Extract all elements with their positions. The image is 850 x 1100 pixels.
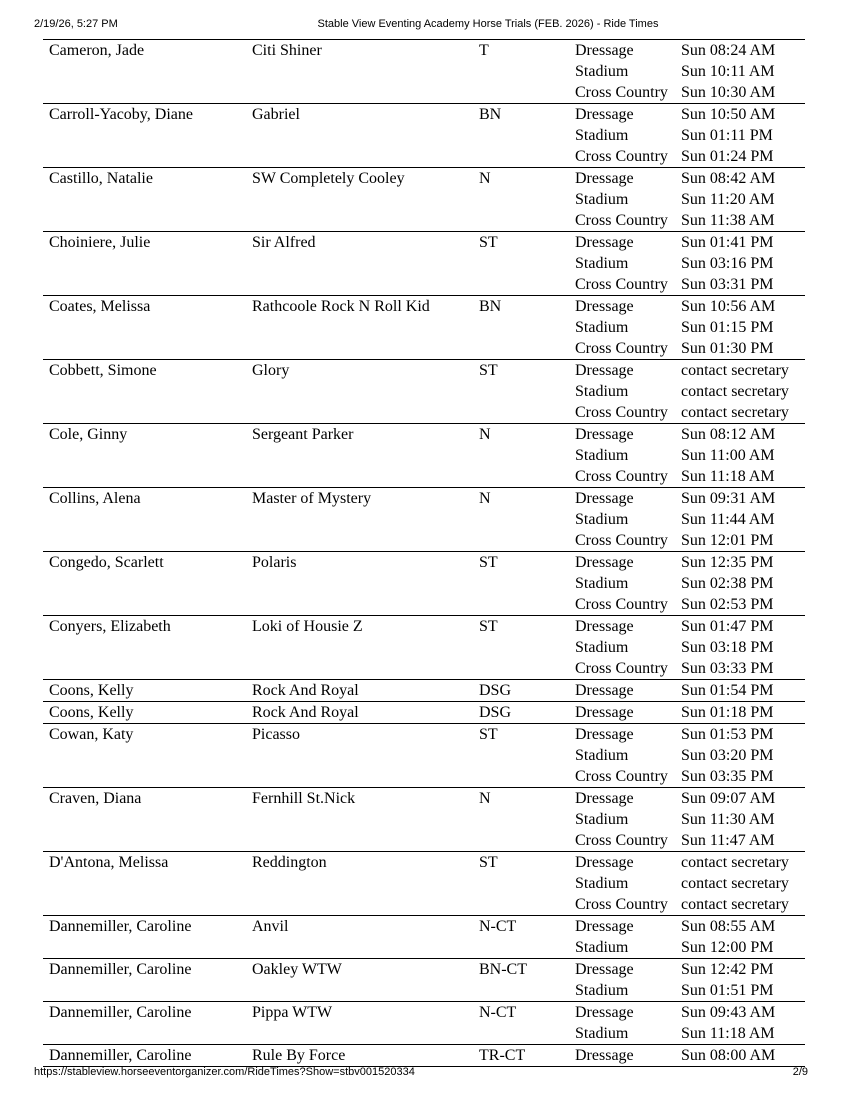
phase-name: Stadium xyxy=(575,747,629,764)
division: N xyxy=(479,490,491,507)
phase-line xyxy=(43,381,805,402)
division: BN xyxy=(479,106,502,123)
horse-name: Master of Mystery xyxy=(252,490,372,507)
phase-name: Dressage xyxy=(575,490,634,507)
phase-name: Dressage xyxy=(575,704,634,721)
phase-line xyxy=(43,146,805,167)
rider-name: D'Antona, Melissa xyxy=(49,854,169,871)
phase-name: Cross Country xyxy=(575,768,668,785)
horse-name: Rock And Royal xyxy=(252,682,359,699)
ride-time: Sun 01:51 PM xyxy=(681,982,774,999)
ride-time: Sun 08:24 AM xyxy=(681,42,776,59)
ride-time: Sun 08:12 AM xyxy=(681,426,776,443)
ride-time: Sun 03:20 PM xyxy=(681,747,774,764)
horse-name: Reddington xyxy=(252,854,327,871)
division: N-CT xyxy=(479,1004,517,1021)
rider-name: Castillo, Natalie xyxy=(49,170,153,187)
phase-name: Stadium xyxy=(575,939,629,956)
ride-time: Sun 09:31 AM xyxy=(681,490,776,507)
horse-name: Glory xyxy=(252,362,290,379)
horse-name: Citi Shiner xyxy=(252,42,322,59)
page-number: 2/9 xyxy=(792,1066,808,1078)
phase-line xyxy=(43,360,805,381)
ride-entry xyxy=(43,959,805,1002)
horse-name: Rock And Royal xyxy=(252,704,359,721)
ride-time: contact secretary xyxy=(681,854,789,871)
ride-time: Sun 01:53 PM xyxy=(681,726,774,743)
horse-name: Sir Alfred xyxy=(252,234,316,251)
phase-name: Cross Country xyxy=(575,468,668,485)
phase-name: Dressage xyxy=(575,618,634,635)
rider-name: Collins, Alena xyxy=(49,490,141,507)
phase-name: Stadium xyxy=(575,191,629,208)
phase-line xyxy=(43,530,805,551)
ride-time: Sun 09:07 AM xyxy=(681,790,776,807)
phase-line xyxy=(43,873,805,894)
page-url: https://stableview.horseeventorganizer.com/RideTimes?Show=stbv001520334 xyxy=(34,1066,415,1078)
rider-name: Choiniere, Julie xyxy=(49,234,151,251)
phase-name: Dressage xyxy=(575,790,634,807)
division: BN-CT xyxy=(479,961,527,978)
phase-line xyxy=(43,937,805,958)
phase-line xyxy=(43,1023,805,1044)
phase-name: Stadium xyxy=(575,875,629,892)
phase-name: Stadium xyxy=(575,63,629,80)
ride-entry xyxy=(43,168,805,232)
horse-name: Loki of Housie Z xyxy=(252,618,363,635)
ride-time: Sun 10:56 AM xyxy=(681,298,776,315)
ride-times-table xyxy=(43,39,805,1067)
ride-time: Sun 01:15 PM xyxy=(681,319,774,336)
rider-name: Dannemiller, Caroline xyxy=(49,918,192,935)
phase-name: Cross Country xyxy=(575,340,668,357)
phase-line xyxy=(43,61,805,82)
division: ST xyxy=(479,234,498,251)
phase-line xyxy=(43,702,805,723)
ride-entry xyxy=(43,788,805,852)
ride-entry xyxy=(43,296,805,360)
ride-time: Sun 11:18 AM xyxy=(681,468,775,485)
phase-name: Dressage xyxy=(575,854,634,871)
phase-name: Stadium xyxy=(575,575,629,592)
ride-time: Sun 11:47 AM xyxy=(681,832,775,849)
phase-line xyxy=(43,168,805,189)
ride-entry xyxy=(43,852,805,916)
division: ST xyxy=(479,618,498,635)
phase-line xyxy=(43,637,805,658)
phase-name: Dressage xyxy=(575,170,634,187)
division: ST xyxy=(479,554,498,571)
phase-name: Stadium xyxy=(575,511,629,528)
phase-line xyxy=(43,466,805,487)
horse-name: Rule By Force xyxy=(252,1047,346,1064)
ride-entry xyxy=(43,488,805,552)
horse-name: Pippa WTW xyxy=(252,1004,333,1021)
rider-name: Cowan, Katy xyxy=(49,726,134,743)
ride-entry xyxy=(43,424,805,488)
ride-time: contact secretary xyxy=(681,383,789,400)
phase-line xyxy=(43,1002,805,1023)
phase-line xyxy=(43,809,805,830)
horse-name: Gabriel xyxy=(252,106,300,123)
phase-name: Stadium xyxy=(575,383,629,400)
rider-name: Cameron, Jade xyxy=(49,42,145,59)
phase-name: Stadium xyxy=(575,639,629,656)
phase-line xyxy=(43,445,805,466)
phase-line xyxy=(43,980,805,1001)
ride-time: Sun 01:30 PM xyxy=(681,340,774,357)
ride-time: Sun 01:54 PM xyxy=(681,682,774,699)
ride-entry xyxy=(43,1045,805,1067)
division: DSG xyxy=(479,704,512,721)
phase-name: Cross Country xyxy=(575,596,668,613)
horse-name: Rathcoole Rock N Roll Kid xyxy=(252,298,430,315)
division: TR-CT xyxy=(479,1047,526,1064)
phase-name: Dressage xyxy=(575,234,634,251)
division: T xyxy=(479,42,489,59)
phase-name: Dressage xyxy=(575,362,634,379)
phase-name: Cross Country xyxy=(575,532,668,549)
division: BN xyxy=(479,298,502,315)
phase-line xyxy=(43,1045,805,1066)
ride-time: Sun 01:47 PM xyxy=(681,618,774,635)
ride-time: Sun 01:41 PM xyxy=(681,234,774,251)
ride-time: Sun 10:11 AM xyxy=(681,63,775,80)
phase-line xyxy=(43,488,805,509)
phase-line xyxy=(43,594,805,615)
ride-time: Sun 09:43 AM xyxy=(681,1004,776,1021)
phase-name: Stadium xyxy=(575,811,629,828)
ride-time: Sun 08:55 AM xyxy=(681,918,776,935)
rider-name: Craven, Diana xyxy=(49,790,142,807)
page-title: Stable View Eventing Academy Horse Trials (FEB. 2026) - Ride Times xyxy=(317,18,659,30)
phase-name: Dressage xyxy=(575,106,634,123)
ride-time: Sun 08:42 AM xyxy=(681,170,776,187)
ride-entry xyxy=(43,360,805,424)
ride-entry xyxy=(43,104,805,168)
ride-entry xyxy=(43,616,805,680)
division: ST xyxy=(479,362,498,379)
division: ST xyxy=(479,726,498,743)
rider-name: Cole, Ginny xyxy=(49,426,128,443)
horse-name: Picasso xyxy=(252,726,300,743)
ride-time: Sun 10:50 AM xyxy=(681,106,776,123)
division: N xyxy=(479,426,491,443)
ride-time: Sun 03:33 PM xyxy=(681,660,774,677)
phase-name: Cross Country xyxy=(575,660,668,677)
phase-name: Dressage xyxy=(575,42,634,59)
ride-time: Sun 11:00 AM xyxy=(681,447,775,464)
phase-name: Cross Country xyxy=(575,212,668,229)
ride-entry xyxy=(43,232,805,296)
phase-name: Stadium xyxy=(575,319,629,336)
phase-name: Dressage xyxy=(575,1004,634,1021)
phase-line xyxy=(43,253,805,274)
phase-line xyxy=(43,552,805,573)
ride-time: Sun 12:42 PM xyxy=(681,961,774,978)
phase-line xyxy=(43,317,805,338)
phase-line xyxy=(43,296,805,317)
phase-name: Dressage xyxy=(575,961,634,978)
ride-time: Sun 01:24 PM xyxy=(681,148,774,165)
rider-name: Conyers, Elizabeth xyxy=(49,618,171,635)
rider-name: Cobbett, Simone xyxy=(49,362,157,379)
phase-name: Cross Country xyxy=(575,832,668,849)
rider-name: Dannemiller, Caroline xyxy=(49,1004,192,1021)
ride-time: Sun 01:11 PM xyxy=(681,127,773,144)
phase-name: Stadium xyxy=(575,982,629,999)
phase-name: Stadium xyxy=(575,1025,629,1042)
ride-entry xyxy=(43,916,805,959)
rider-name: Dannemiller, Caroline xyxy=(49,1047,192,1064)
phase-line xyxy=(43,104,805,125)
phase-line xyxy=(43,402,805,423)
ride-time: Sun 03:18 PM xyxy=(681,639,774,656)
phase-line xyxy=(43,424,805,445)
ride-entry xyxy=(43,702,805,724)
horse-name: SW Completely Cooley xyxy=(252,170,405,187)
ride-entry xyxy=(43,552,805,616)
phase-line xyxy=(43,616,805,637)
phase-line xyxy=(43,274,805,295)
ride-time: Sun 12:35 PM xyxy=(681,554,774,571)
horse-name: Anvil xyxy=(252,918,289,935)
division: N-CT xyxy=(479,918,517,935)
ride-time: contact secretary xyxy=(681,875,789,892)
phase-line xyxy=(43,509,805,530)
phase-name: Cross Country xyxy=(575,276,668,293)
division: N xyxy=(479,790,491,807)
phase-line xyxy=(43,788,805,809)
ride-time: Sun 03:16 PM xyxy=(681,255,774,272)
ride-time: Sun 12:00 PM xyxy=(681,939,774,956)
ride-time: contact secretary xyxy=(681,404,789,421)
ride-time: Sun 03:35 PM xyxy=(681,768,774,785)
phase-line xyxy=(43,210,805,231)
ride-time: Sun 12:01 PM xyxy=(681,532,774,549)
phase-name: Cross Country xyxy=(575,84,668,101)
phase-line xyxy=(43,680,805,701)
ride-time: Sun 11:44 AM xyxy=(681,511,775,528)
phase-line xyxy=(43,40,805,61)
horse-name: Oakley WTW xyxy=(252,961,342,978)
rider-name: Dannemiller, Caroline xyxy=(49,961,192,978)
rider-name: Coates, Melissa xyxy=(49,298,151,315)
phase-name: Stadium xyxy=(575,255,629,272)
rider-name: Coons, Kelly xyxy=(49,704,134,721)
phase-name: Stadium xyxy=(575,127,629,144)
phase-name: Dressage xyxy=(575,918,634,935)
ride-entry xyxy=(43,1002,805,1045)
phase-line xyxy=(43,724,805,745)
phase-name: Dressage xyxy=(575,682,634,699)
ride-time: Sun 11:18 AM xyxy=(681,1025,775,1042)
phase-line xyxy=(43,232,805,253)
phase-line xyxy=(43,189,805,210)
ride-time: Sun 01:18 PM xyxy=(681,704,774,721)
ride-time: Sun 02:53 PM xyxy=(681,596,774,613)
phase-line xyxy=(43,658,805,679)
division: DSG xyxy=(479,682,512,699)
phase-name: Cross Country xyxy=(575,404,668,421)
ride-time: Sun 08:00 AM xyxy=(681,1047,776,1064)
horse-name: Sergeant Parker xyxy=(252,426,354,443)
rider-name: Congedo, Scarlett xyxy=(49,554,164,571)
phase-line xyxy=(43,959,805,980)
print-datetime: 2/19/26, 5:27 PM xyxy=(34,18,118,30)
phase-name: Dressage xyxy=(575,426,634,443)
ride-entry xyxy=(43,724,805,788)
ride-time: Sun 02:38 PM xyxy=(681,575,774,592)
ride-time: Sun 11:30 AM xyxy=(681,811,775,828)
division: ST xyxy=(479,854,498,871)
phase-name: Stadium xyxy=(575,447,629,464)
phase-name: Dressage xyxy=(575,726,634,743)
ride-time: contact secretary xyxy=(681,362,789,379)
phase-line xyxy=(43,125,805,146)
phase-line xyxy=(43,745,805,766)
phase-name: Dressage xyxy=(575,298,634,315)
phase-line xyxy=(43,766,805,787)
ride-time: Sun 11:38 AM xyxy=(681,212,775,229)
phase-line xyxy=(43,830,805,851)
horse-name: Fernhill St.Nick xyxy=(252,790,356,807)
ride-time: Sun 10:30 AM xyxy=(681,84,776,101)
ride-entry xyxy=(43,680,805,702)
phase-name: Cross Country xyxy=(575,148,668,165)
phase-line xyxy=(43,894,805,915)
rider-name: Carroll-Yacoby, Diane xyxy=(49,106,193,123)
phase-name: Dressage xyxy=(575,554,634,571)
ride-time: contact secretary xyxy=(681,896,789,913)
phase-line xyxy=(43,82,805,103)
horse-name: Polaris xyxy=(252,554,297,571)
phase-name: Cross Country xyxy=(575,896,668,913)
rider-name: Coons, Kelly xyxy=(49,682,134,699)
phase-line xyxy=(43,916,805,937)
division: N xyxy=(479,170,491,187)
ride-time: Sun 03:31 PM xyxy=(681,276,774,293)
phase-name: Dressage xyxy=(575,1047,634,1064)
phase-line xyxy=(43,573,805,594)
phase-line xyxy=(43,338,805,359)
phase-line xyxy=(43,852,805,873)
ride-entry xyxy=(43,40,805,104)
ride-time: Sun 11:20 AM xyxy=(681,191,775,208)
